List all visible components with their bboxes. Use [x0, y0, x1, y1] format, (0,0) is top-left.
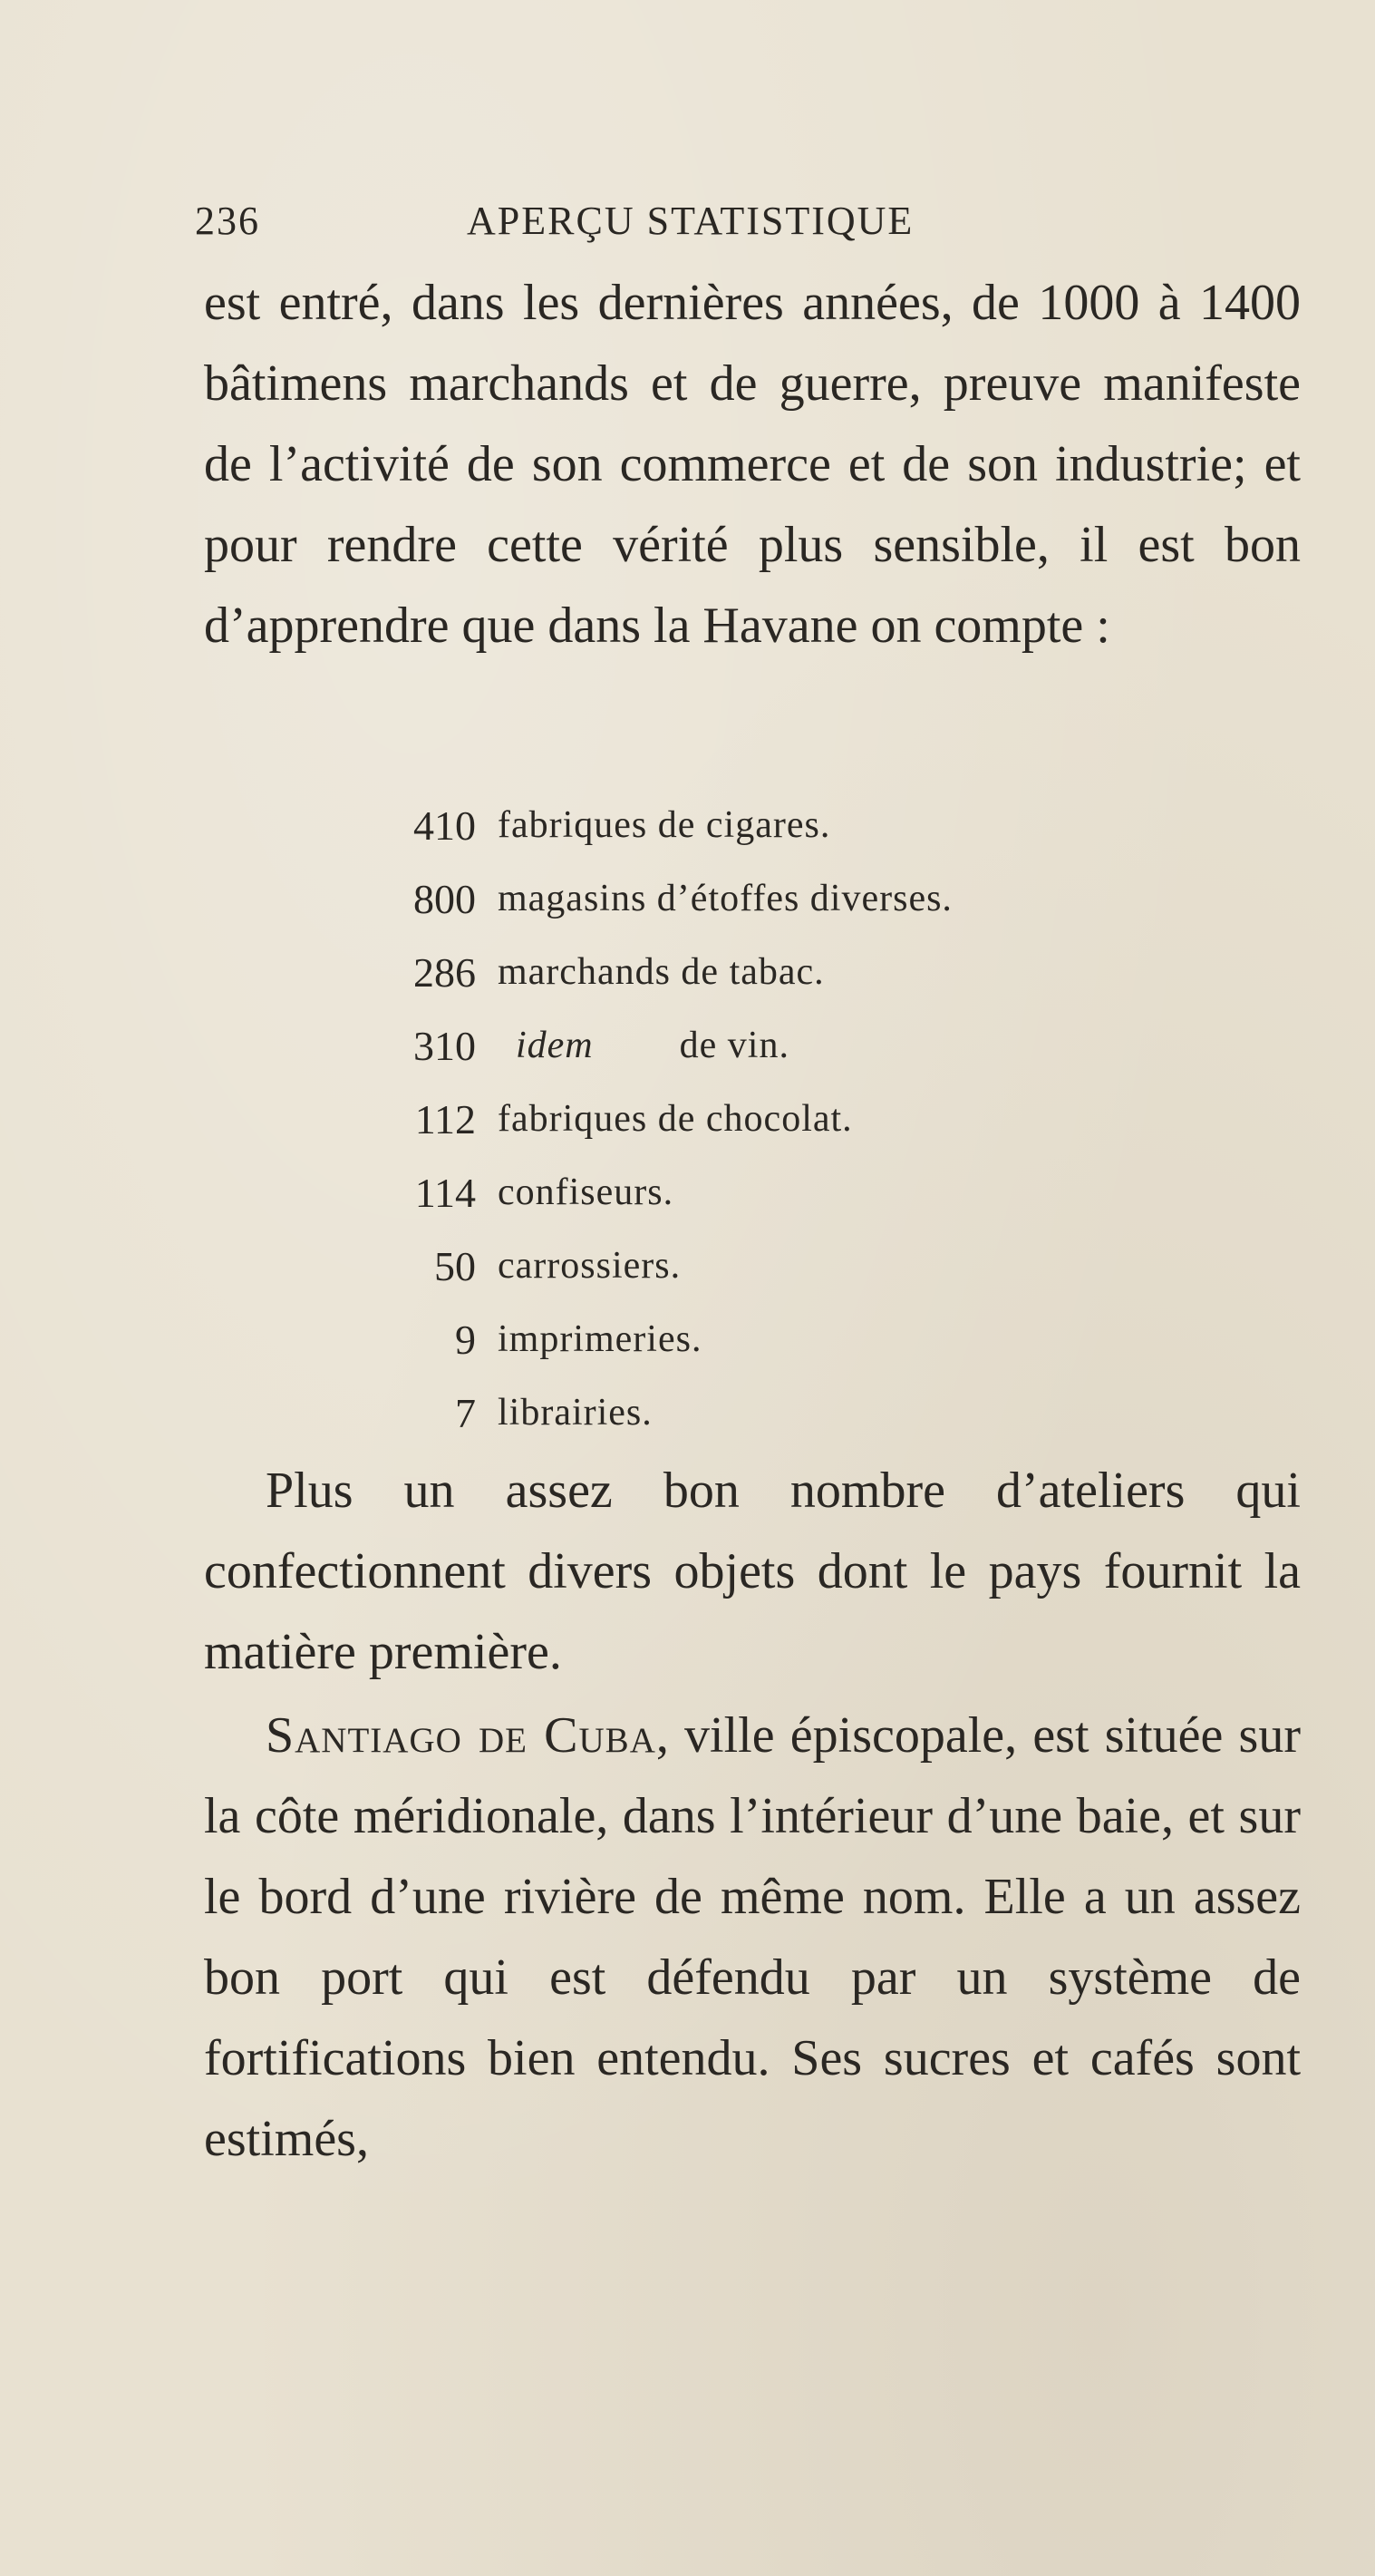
stat-row: [381, 1303, 1196, 1376]
stat-label: fabriques de cigares.: [498, 804, 831, 846]
stat-label-italic: idem: [516, 1025, 594, 1066]
stat-label: [498, 1009, 789, 1083]
stat-row: [381, 1376, 1196, 1450]
paragraph-santiago-de-cuba: [204, 1696, 1301, 2180]
stat-count: 114: [414, 1170, 476, 1216]
stat-row: [381, 1009, 1196, 1083]
stat-row: [381, 936, 1196, 1009]
stat-row: [381, 862, 1196, 936]
running-title: APERÇU STATISTIQUE: [467, 199, 915, 243]
stat-label: fabriques de chocolat.: [498, 1098, 853, 1140]
stat-label: librairies.: [498, 1392, 653, 1434]
stat-row: [381, 1083, 1196, 1156]
stat-count: 7: [455, 1390, 476, 1436]
stat-count: 800: [413, 876, 476, 922]
stat-label: magasins d’étoffes diverses.: [498, 878, 953, 919]
stat-count: 112: [414, 1096, 476, 1142]
running-header: [195, 198, 1310, 252]
stat-label: carrossiers.: [498, 1245, 682, 1287]
santiago-heading: Santiago de Cuba: [266, 1707, 656, 1764]
stat-count: 9: [455, 1317, 476, 1363]
stat-count: 50: [434, 1243, 476, 1289]
stat-row: [381, 789, 1196, 862]
paragraph-havane-commerce: est entré, dans les dernières années, de 1000 à 1400 bâtimens marchands et de guerre, preuve manifeste de l’activité de son commerce et de son industrie; et pour rendre cette vérité plus sensible, il est bon d’apprendre que dans la Havane on compte :: [204, 275, 1301, 654]
stat-row: [381, 1230, 1196, 1303]
havane-statistics-list: [381, 789, 1196, 1450]
stat-label: marchands de tabac.: [498, 951, 825, 993]
stat-count: 310: [413, 1023, 476, 1069]
stat-row: [381, 1156, 1196, 1230]
stat-count: 410: [413, 802, 476, 849]
stat-count: 286: [413, 949, 476, 996]
paragraph-ateliers: Plus un assez bon nombre d’ateliers qui confectionnent divers objets dont le pays fournit la matière première.: [204, 1463, 1301, 1680]
stat-label-text: de vin.: [679, 1025, 789, 1066]
stat-label: imprimeries.: [498, 1318, 702, 1360]
page-number: 236: [195, 199, 260, 243]
santiago-text: , ville épiscopale, est située sur la côte méridionale, dans l’intérieur d’une baie, et sur le bord d’une rivière de même nom. Elle a un assez bon port qui est défendu par un système de fortifications bien entendu. Ses sucres et cafés sont estimés,: [204, 1707, 1301, 2167]
stat-label: confiseurs.: [498, 1171, 674, 1213]
